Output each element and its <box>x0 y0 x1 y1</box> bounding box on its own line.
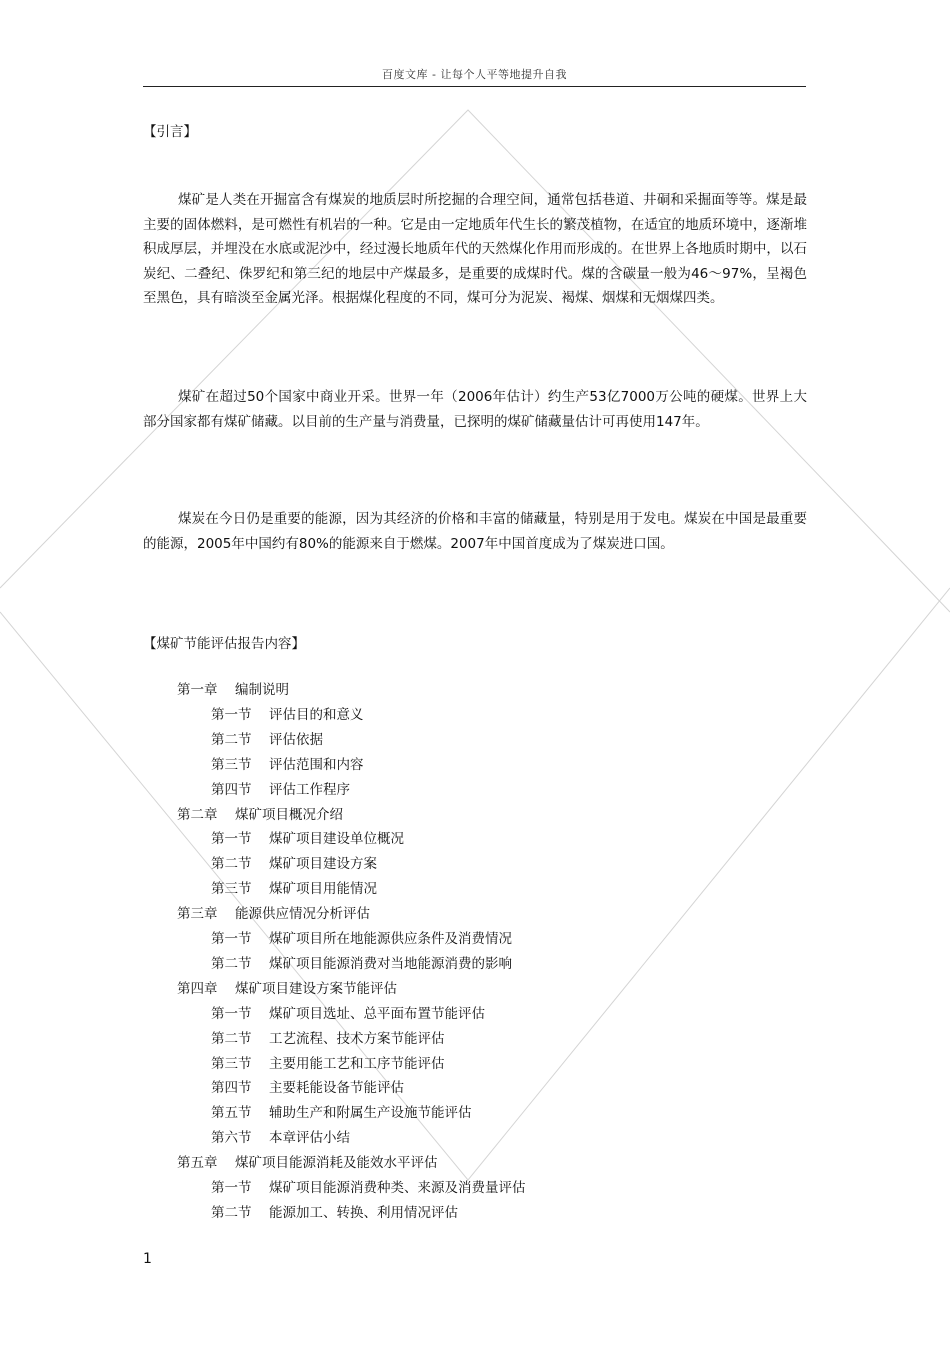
toc-number: 第二节 <box>211 1030 252 1047</box>
toc-title: 评估依据 <box>269 731 323 748</box>
toc-title: 煤矿项目建设方案 <box>269 856 377 873</box>
toc-number: 第三章 <box>177 906 218 923</box>
toc-number: 第三节 <box>211 756 252 773</box>
toc-chapter <box>177 1151 438 1171</box>
toc-title: 主要耗能设备节能评估 <box>269 1080 404 1097</box>
toc-title: 煤矿项目能源消费对当地能源消费的影响 <box>269 955 512 972</box>
toc-title: 煤矿项目建设单位概况 <box>269 831 404 848</box>
toc-number: 第二节 <box>211 856 252 873</box>
toc-section <box>211 827 404 847</box>
toc-title: 编制说明 <box>235 682 289 698</box>
toc-section <box>211 1027 445 1047</box>
toc-title: 本章评估小结 <box>269 1130 350 1147</box>
toc-number: 第二节 <box>211 731 252 748</box>
toc-section <box>211 1052 445 1072</box>
toc-chapter <box>177 678 289 698</box>
toc-section <box>211 1176 526 1196</box>
toc-number: 第一节 <box>211 931 252 947</box>
toc-section <box>211 952 512 972</box>
toc-title: 煤矿项目用能情况 <box>269 881 377 898</box>
toc-title: 辅助生产和附属生产设施节能评估 <box>269 1105 472 1122</box>
toc-number: 第一章 <box>177 682 218 698</box>
toc-number: 第六节 <box>211 1130 252 1147</box>
toc-section <box>211 1201 458 1221</box>
toc-title: 工艺流程、技术方案节能评估 <box>269 1030 445 1047</box>
toc-title: 评估工作程序 <box>269 781 350 798</box>
toc-number: 第四节 <box>211 781 252 798</box>
toc-title: 评估目的和意义 <box>269 706 364 723</box>
toc-section <box>211 852 377 872</box>
header-rule <box>143 86 806 87</box>
intro-paragraph-3: 煤炭在今日仍是重要的能源，因为其经济的价格和丰富的储藏量，特别是用于发电。煤炭在中国是最重要的能源，2005年中国约有80%的能源来自于燃煤。2007年中国首度成为了煤炭进口国。 <box>143 511 807 552</box>
toc-number: 第一节 <box>211 1180 252 1196</box>
intro-paragraph-2: 煤矿在超过50个国家中商业开采。世界一年（2006年估计）约生产53亿7000万公吨的硬煤。世界上大部分国家都有煤矿储藏。以目前的生产量与消费量，已探明的煤矿储藏量估计可再使用147年。 <box>143 389 807 430</box>
toc-title: 主要用能工艺和工序节能评估 <box>269 1055 445 1072</box>
toc-chapter <box>177 977 397 997</box>
toc-section <box>211 1076 404 1096</box>
toc-title: 评估范围和内容 <box>269 756 364 773</box>
toc-number: 第三节 <box>211 1055 252 1072</box>
toc-number: 第二节 <box>211 1204 252 1221</box>
toc-section <box>211 778 350 798</box>
toc-section <box>211 753 364 773</box>
toc-number: 第一节 <box>211 1005 252 1022</box>
toc-title: 煤矿项目建设方案节能评估 <box>235 980 397 997</box>
toc-number: 第三节 <box>211 881 252 898</box>
toc-number: 第一节 <box>211 831 252 848</box>
toc-number: 第五节 <box>211 1105 252 1122</box>
toc-chapter <box>177 803 343 823</box>
toc-chapter <box>177 902 370 922</box>
toc-title: 煤矿项目概况介绍 <box>235 806 343 823</box>
toc-section <box>211 927 512 947</box>
toc-number: 第四节 <box>211 1080 252 1097</box>
toc-section <box>211 877 377 897</box>
toc-number: 第一节 <box>211 706 252 723</box>
toc-section <box>211 703 364 723</box>
toc-title: 煤矿项目能源消耗及能效水平评估 <box>235 1155 438 1172</box>
page-header: 百度文库 - 让每个人平等地提升自我 <box>382 68 567 81</box>
toc-title: 煤矿项目选址、总平面布置节能评估 <box>269 1005 485 1022</box>
toc-section <box>211 1126 350 1146</box>
toc-number: 第二章 <box>177 806 218 823</box>
intro-paragraph-1: 煤矿是人类在开掘富含有煤炭的地质层时所挖掘的合理空间，通常包括巷道、井硐和采掘面等等。煤是最主要的固体燃料，是可燃性有机岩的一种。它是由一定地质年代生长的繁茂植物，在适宜的地质环境中，逐渐堆积成厚层，并埋没在水底或泥沙中，经过漫长地质年代的天然煤化作用而形成的。在世界上各地质时期中，以石炭纪、二叠纪、侏罗纪和第三纪的地层中产煤最多，是重要的成煤时代。煤的含碳量一般为46～97%，呈褐色至黑色，具有暗淡至金属光泽。根据煤化程度的不同，煤可分为泥炭、褐煤、烟煤和无烟煤四类。 <box>143 192 807 307</box>
toc-number: 第二节 <box>211 955 252 972</box>
toc-title: 煤矿项目能源消费种类、来源及消费量评估 <box>269 1180 526 1196</box>
toc-number: 第五章 <box>177 1155 218 1172</box>
toc-title: 煤矿项目所在地能源供应条件及消费情况 <box>269 931 512 947</box>
toc-title: 能源供应情况分析评估 <box>235 906 370 923</box>
toc-title: 能源加工、转换、利用情况评估 <box>269 1204 458 1221</box>
report-heading: 【煤矿节能评估报告内容】 <box>143 636 305 652</box>
page-number: 1 <box>143 1251 152 1267</box>
toc-section <box>211 1002 485 1022</box>
toc-number: 第四章 <box>177 980 218 997</box>
toc-section <box>211 728 323 748</box>
intro-heading: 【引言】 <box>143 124 197 140</box>
toc-section <box>211 1101 472 1121</box>
